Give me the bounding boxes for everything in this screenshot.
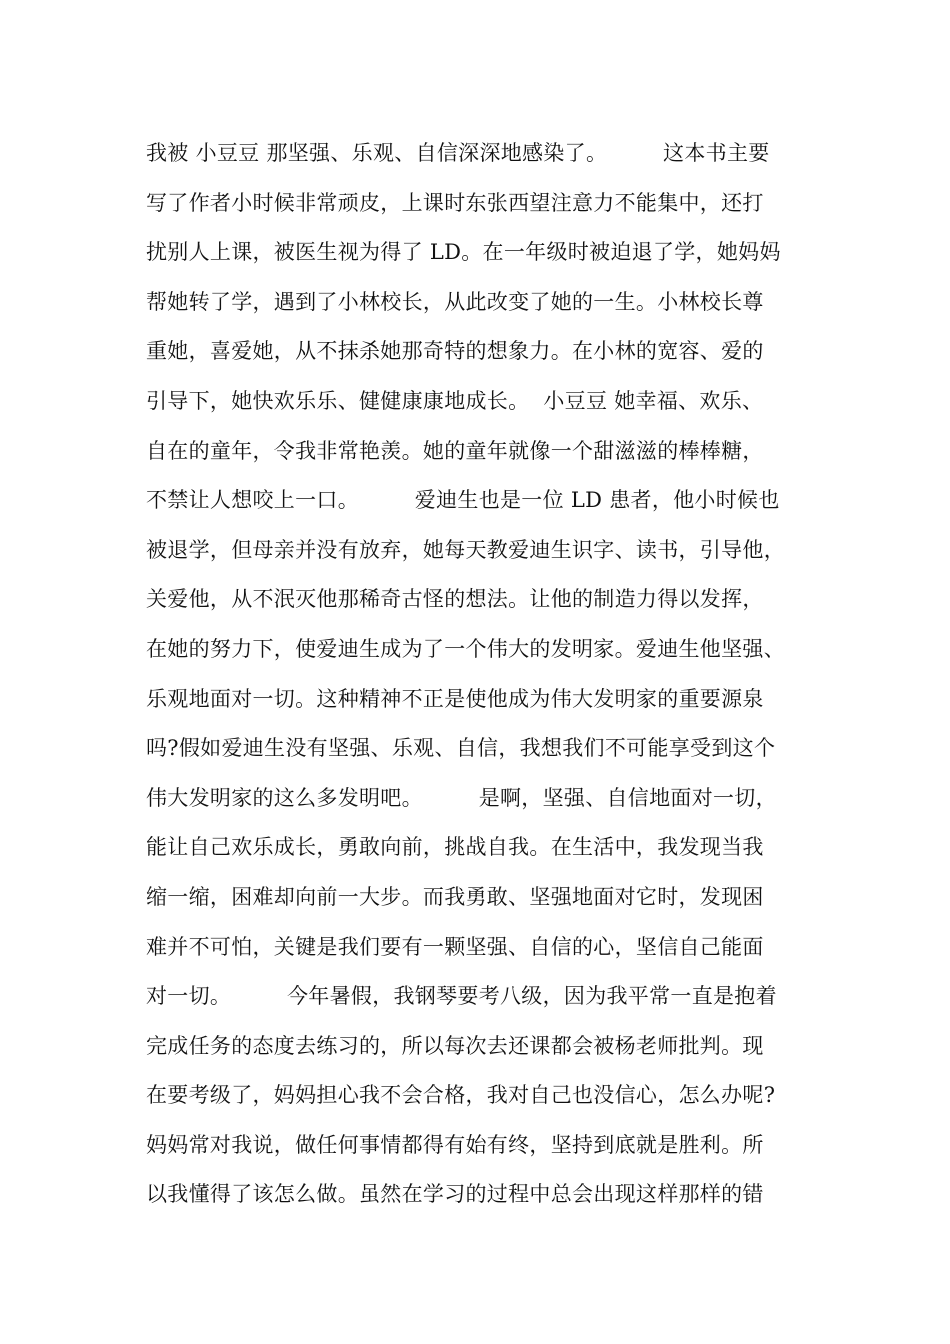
text-line: 引导下，她快欢乐乐、健健康康地成长。 小豆豆 她幸福、欢乐、 (146, 388, 764, 413)
text-line: 缩一缩，困难却向前一大步。而我勇敢、坚强地面对它时，发现困 (146, 884, 764, 909)
text-line: 在她的努力下，使爱迪生成为了一个伟大的发明家。爱迪生他坚强、 (146, 636, 785, 661)
text-line: 写了作者小时候非常顽皮，上课时东张西望注意力不能集中，还打 (146, 190, 764, 215)
text-line: 被退学，但母亲并没有放弃，她每天教爱迪生识字、读书，引导他， (146, 537, 785, 562)
text-line: 关爱他，从不泯灭他那稀奇古怪的想法。让他的制造力得以发挥， (146, 587, 764, 612)
text-line: 伟大发明家的这么多发明吧。 是啊，坚强、自信地面对一切， (146, 785, 777, 810)
text-line: 难并不可怕，关键是我们要有一颗坚强、自信的心，坚信自己能面 (146, 934, 764, 959)
text-line: 我被 小豆豆 那坚强、乐观、自信深深地感染了。 这本书主要 (146, 141, 770, 165)
text-line: 对一切。 今年暑假，我钢琴要考八级，因为我平常一直是抱着 (146, 984, 777, 1009)
text-line: 能让自己欢乐成长，勇敢向前，挑战自我。在生活中，我发现当我 (146, 835, 764, 860)
text-line: 吗?假如爱迪生没有坚强、乐观、自信，我想我们不可能享受到这个 (146, 736, 776, 761)
text-line: 乐观地面对一切。这种精神不正是使他成为伟大发明家的重要源泉 (146, 686, 764, 711)
text-line: 扰别人上课，被医生视为得了 LD。在一年级时被迫退了学，她妈妈 (146, 240, 781, 265)
text-line: 重她，喜爱她，从不抹杀她那奇特的想象力。在小林的宽容、爱的 (146, 339, 764, 364)
text-line: 以我懂得了该怎么做。虽然在学习的过程中总会出现这样那样的错 (146, 1182, 764, 1207)
text-line: 完成任务的态度去练习的，所以每次去还课都会被杨老师批判。现 (146, 1033, 764, 1058)
text-line: 帮她转了学，遇到了小林校长，从此改变了她的一生。小林校长尊 (146, 289, 764, 314)
text-line: 在要考级了，妈妈担心我不会合格，我对自己也没信心，怎么办呢? (146, 1083, 776, 1108)
text-line: 妈妈常对我说，做任何事情都得有始有终，坚持到底就是胜利。所 (146, 1132, 764, 1157)
text-line: 不禁让人想咬上一口。 爱迪生也是一位 LD 患者，他小时候也 (146, 488, 780, 513)
body-text (146, 134, 826, 1225)
text-line: 自在的童年，令我非常艳羡。她的童年就像一个甜滋滋的棒棒糖， (146, 438, 764, 463)
